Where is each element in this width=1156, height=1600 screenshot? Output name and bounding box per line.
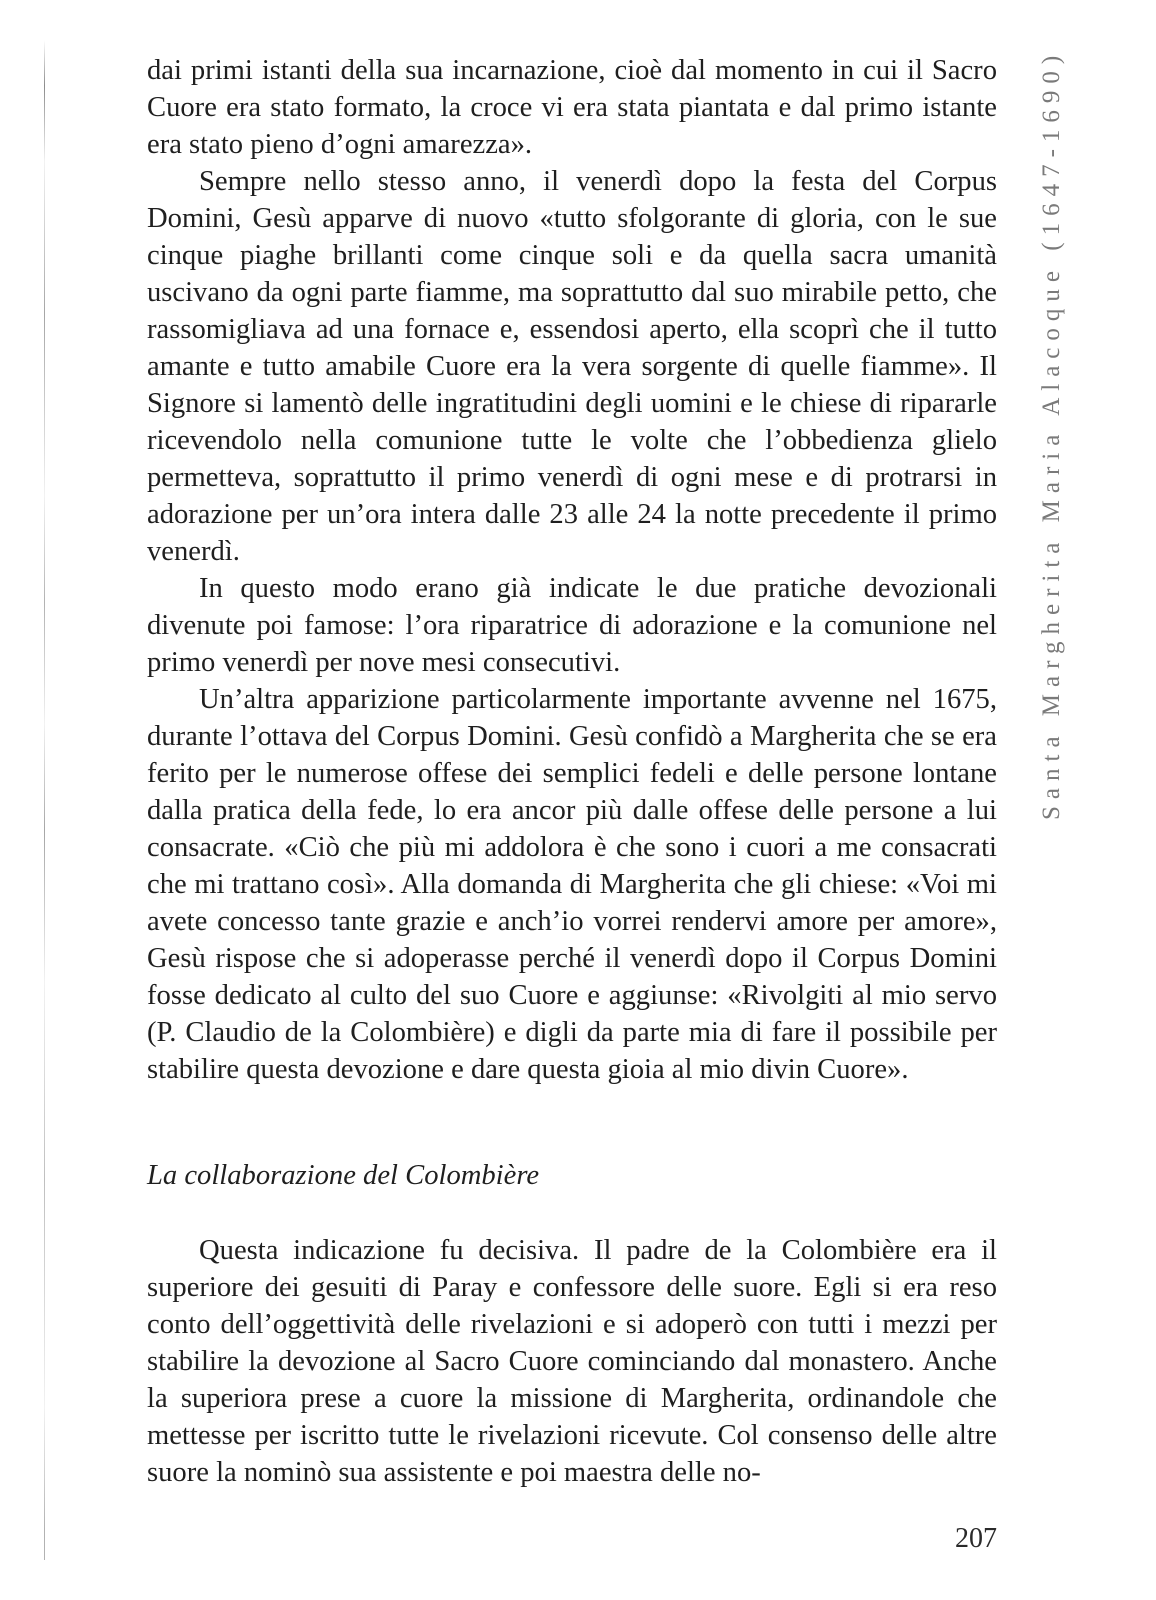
paragraph-4: Un’altra apparizione particolarmente importante avvenne nel 1675, durante l’ottava del Corpus Domini. Gesù confidò a Margherita che se era ferito per le numerose offese dei semplici fedeli e delle persone lontane dalla pratica della fede, lo era ancor più dalle offese delle persone a lui consacrate. «Ciò che più mi addolora è che sono i cuori a me consacrati che mi trattano così». Alla domanda di Margherita che gli chiese: «Voi mi avete concesso tante grazie e anch’io vorrei rendervi amore per amore», Gesù rispose che si adoperasse perché il venerdì dopo il Corpus Domini fosse dedicato al culto del suo Cuore e aggiunse: «Rivolgiti al mio servo (P. Claudio de la Colombière) e digli da parte mia di fare il possibile per stabilire questa devozione e dare questa gioia al mio divin Cuore». [147, 684, 997, 1085]
paragraph-3: In questo modo erano già indicate le due pratiche devozionali divenute poi famose: l’ora riparatrice di adorazione e la comunione nel primo venerdì per nove mesi consecutivi. [147, 573, 997, 678]
body-text-bottom [147, 1232, 997, 1491]
running-title: Santa Margherita Maria Alacoque (1647-1690) [1038, 48, 1065, 820]
paragraph-2: Sempre nello stesso anno, il venerdì dopo la festa del Corpus Domini, Gesù apparve di nuovo «tutto sfolgorante di gloria, con le sue cinque piaghe brillanti come cinque soli e da quella sacra umanità uscivano da ogni parte fiamme, ma soprattutto dal suo mirabile petto, che rassomigliava ad una fornace e, essendosi aperto, ella scoprì che il tutto amante e tutto amabile Cuore era la vera sorgente di quelle fiamme». Il Signore si lamentò delle ingratitudini degli uomini e le chiese di ripararle ricevendolo nella comunione tutte le volte che l’obbedienza glielo permetteva, soprattutto il primo venerdì di ogni mese e di protrarsi in adorazione per un’ora intera dalle 23 alle 24 la notte precedente il primo venerdì. [147, 166, 997, 567]
page-number: 207 [955, 1523, 997, 1554]
section-heading: La collaborazione del Colombière [147, 1160, 540, 1191]
paragraph-1: dai primi istanti della sua incarnazione, cioè dal momento in cui il Sacro Cuore era stato formato, la croce vi era stata piantata e dal primo istante era stato pieno d’ogni amarezza». [147, 55, 997, 160]
body-text-top [147, 52, 997, 1088]
scan-edge-artifact [44, 40, 45, 1560]
paragraph-5: Questa indicazione fu decisiva. Il padre de la Colombière era il superiore dei gesuiti di Paray e confessore delle suore. Egli si era reso conto dell’oggettività delle rivelazioni e si adoperò con tutti i mezzi per stabilire la devozione al Sacro Cuore cominciando dal monastero. Anche la superiora prese a cuore la missione di Margherita, ordinandole che mettesse per iscritto tutte le rivelazioni ricevute. Col consenso delle altre suore la nominò sua assistente e poi maestra delle no- [147, 1235, 997, 1488]
